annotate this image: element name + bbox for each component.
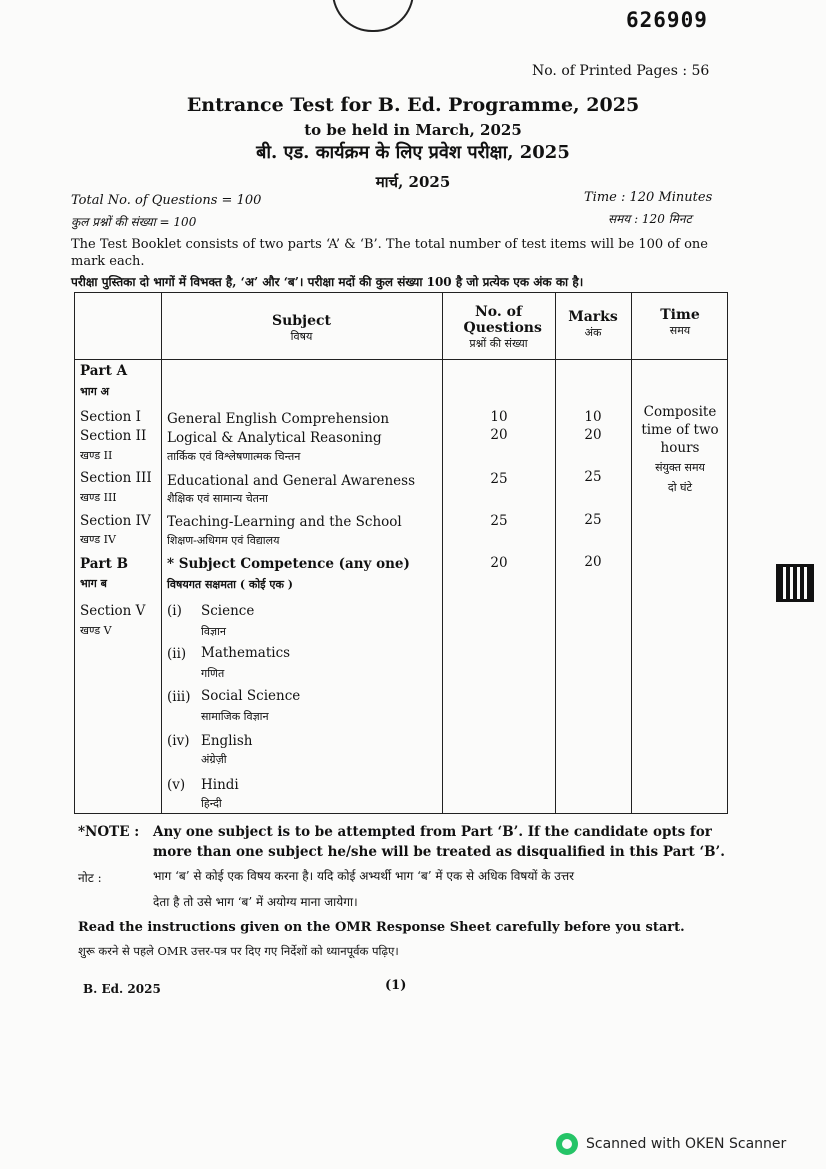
section-label: Section I [80, 409, 141, 425]
option-name-hindi: गणित [201, 667, 225, 680]
questions-count: 20 [490, 427, 508, 443]
composite-time-hindi-1: संयुक्त समय [655, 461, 705, 474]
subject-competence: * Subject Competence (any one) [167, 556, 410, 572]
scanner-text: Scanned with OKEN Scanner [586, 1136, 787, 1152]
questions-count: 25 [490, 471, 508, 487]
composite-time-hindi-2: दो घंटे [667, 481, 693, 494]
marks-value: 25 [584, 469, 602, 485]
marks-value: 20 [584, 554, 602, 570]
subject-name-hindi: शिक्षण-अधिगम एवं विद्यालय [167, 534, 280, 547]
part-b-label-hindi: भाग ब [80, 577, 107, 590]
intro-text-hindi: परीक्षा पुस्तिका दो भागों में विभक्त है, ‘अ’ और ‘ब’। परीक्षा मदों की कुल संख्या 100 है जो प्रत्येक एक अंक का है। [71, 275, 584, 289]
page-title-hindi: बी. एड. कार्यक्रम के लिए प्रवेश परीक्षा, 2025 [256, 142, 570, 163]
section-label: Section IV [80, 513, 151, 529]
option-number: (iii) [167, 689, 191, 705]
subject-name: Logical & Analytical Reasoning [167, 430, 382, 446]
option-number: (v) [167, 777, 186, 793]
subject-competence-hindi: विषयगत सक्षमता ( कोई एक ) [167, 578, 293, 591]
header-questions-hindi: प्रश्नों की संख्या [469, 337, 528, 350]
page-title: Entrance Test for B. Ed. Programme, 2025 [186, 94, 640, 116]
instructions-text: Read the instructions given on the OMR Response Sheet carefully before you start. [78, 920, 685, 935]
header-subject-hindi: विषय [290, 330, 313, 343]
option-number: (ii) [167, 646, 187, 662]
questions-count: 25 [490, 513, 508, 529]
subject-name: Educational and General Awareness [167, 473, 415, 489]
date-hindi: मार्च, 2025 [375, 173, 451, 191]
option-name: English [201, 733, 253, 749]
exam-structure-table [74, 292, 728, 814]
header-marks: Marks [568, 309, 618, 325]
part-a-label-hindi: भाग अ [80, 385, 110, 398]
section-label-hindi: खण्ड III [80, 491, 117, 504]
note-text: Any one subject is to be attempted from Part ‘B’. If the candidate opts for more than one subject he/she will be treated as disqualified in this Part ‘B’. [153, 824, 725, 860]
marks-value: 25 [584, 512, 602, 528]
scanner-logo-icon [556, 1133, 578, 1155]
section-label: Section V [80, 603, 146, 619]
option-name-hindi: हिन्दी [201, 797, 222, 810]
option-name-hindi: अंग्रेज़ी [201, 753, 227, 766]
subject-name-hindi: शैक्षिक एवं सामान्य चेतना [167, 492, 268, 505]
section-label: Section II [80, 428, 147, 444]
option-name: Mathematics [201, 645, 291, 661]
part-a-label: Part A [80, 363, 128, 379]
note-text-hindi-2: देता है तो उसे भाग ‘ब’ में अयोग्य माना जायेगा। [153, 895, 358, 909]
option-number: (iv) [167, 733, 190, 749]
page-number: (1) [385, 978, 407, 993]
questions-count: 10 [490, 409, 508, 425]
composite-time: Composite time of two hours [641, 404, 719, 456]
note-label-hindi: नोट : [78, 871, 102, 885]
header-questions: No. of Questions [463, 304, 542, 336]
subject-name-hindi: तार्किक एवं विश्लेषणात्मक चिन्तन [167, 450, 301, 463]
section-label-hindi: खण्ड II [80, 449, 113, 462]
part-b-label: Part B [80, 556, 128, 572]
page-subtitle: to be held in March, 2025 [304, 121, 522, 139]
footer-code: B. Ed. 2025 [83, 982, 161, 996]
header-marks-hindi: अंक [584, 326, 602, 339]
header-subject: Subject [271, 313, 332, 329]
subject-name: General English Comprehension [167, 411, 390, 427]
intro-text: The Test Booklet consists of two parts ‘A’ & ‘B’. The total number of test items will be 100 of one mark each. [71, 237, 708, 269]
option-name-hindi: विज्ञान [201, 625, 226, 638]
option-name: Social Science [201, 688, 301, 704]
questions-count: 20 [490, 555, 508, 571]
marks-value: 10 [584, 409, 602, 425]
note-text-hindi-1: भाग ‘ब’ से कोई एक विषय करना है। यदि कोई अभ्यर्थी भाग ‘ब’ में एक से अधिक विषयों के उत्तर [153, 869, 575, 883]
time-limit: Time : 120 Minutes [584, 190, 713, 205]
binding-mark [332, 0, 414, 32]
option-number: (i) [167, 603, 182, 619]
note-label: *NOTE : [78, 824, 140, 840]
printed-pages: No. of Printed Pages : 56 [532, 63, 710, 79]
header-time: Time [660, 307, 700, 323]
option-name: Hindi [201, 777, 239, 793]
total-questions-hindi: कुल प्रश्नों की संख्या = 100 [71, 215, 197, 229]
section-label: Section III [80, 470, 152, 486]
section-label-hindi: खण्ड V [80, 624, 112, 637]
time-limit-hindi: समय : 120 मिनट [608, 212, 692, 226]
scanner-watermark [556, 1133, 786, 1155]
header-time-hindi: समय [669, 324, 691, 337]
instructions-text-hindi: शुरू करने से पहले OMR उत्तर-पत्र पर दिए गए निर्देशों को ध्यानपूर्वक पढ़िए। [78, 944, 399, 958]
subject-name: Teaching-Learning and the School [167, 514, 402, 530]
marks-value: 20 [584, 427, 602, 443]
serial-number: 626909 [626, 8, 708, 32]
section-label-hindi: खण्ड IV [80, 533, 116, 546]
option-name: Science [201, 603, 255, 619]
qr-code [776, 564, 814, 602]
total-questions: Total No. of Questions = 100 [71, 193, 262, 208]
option-name-hindi: सामाजिक विज्ञान [201, 710, 269, 723]
